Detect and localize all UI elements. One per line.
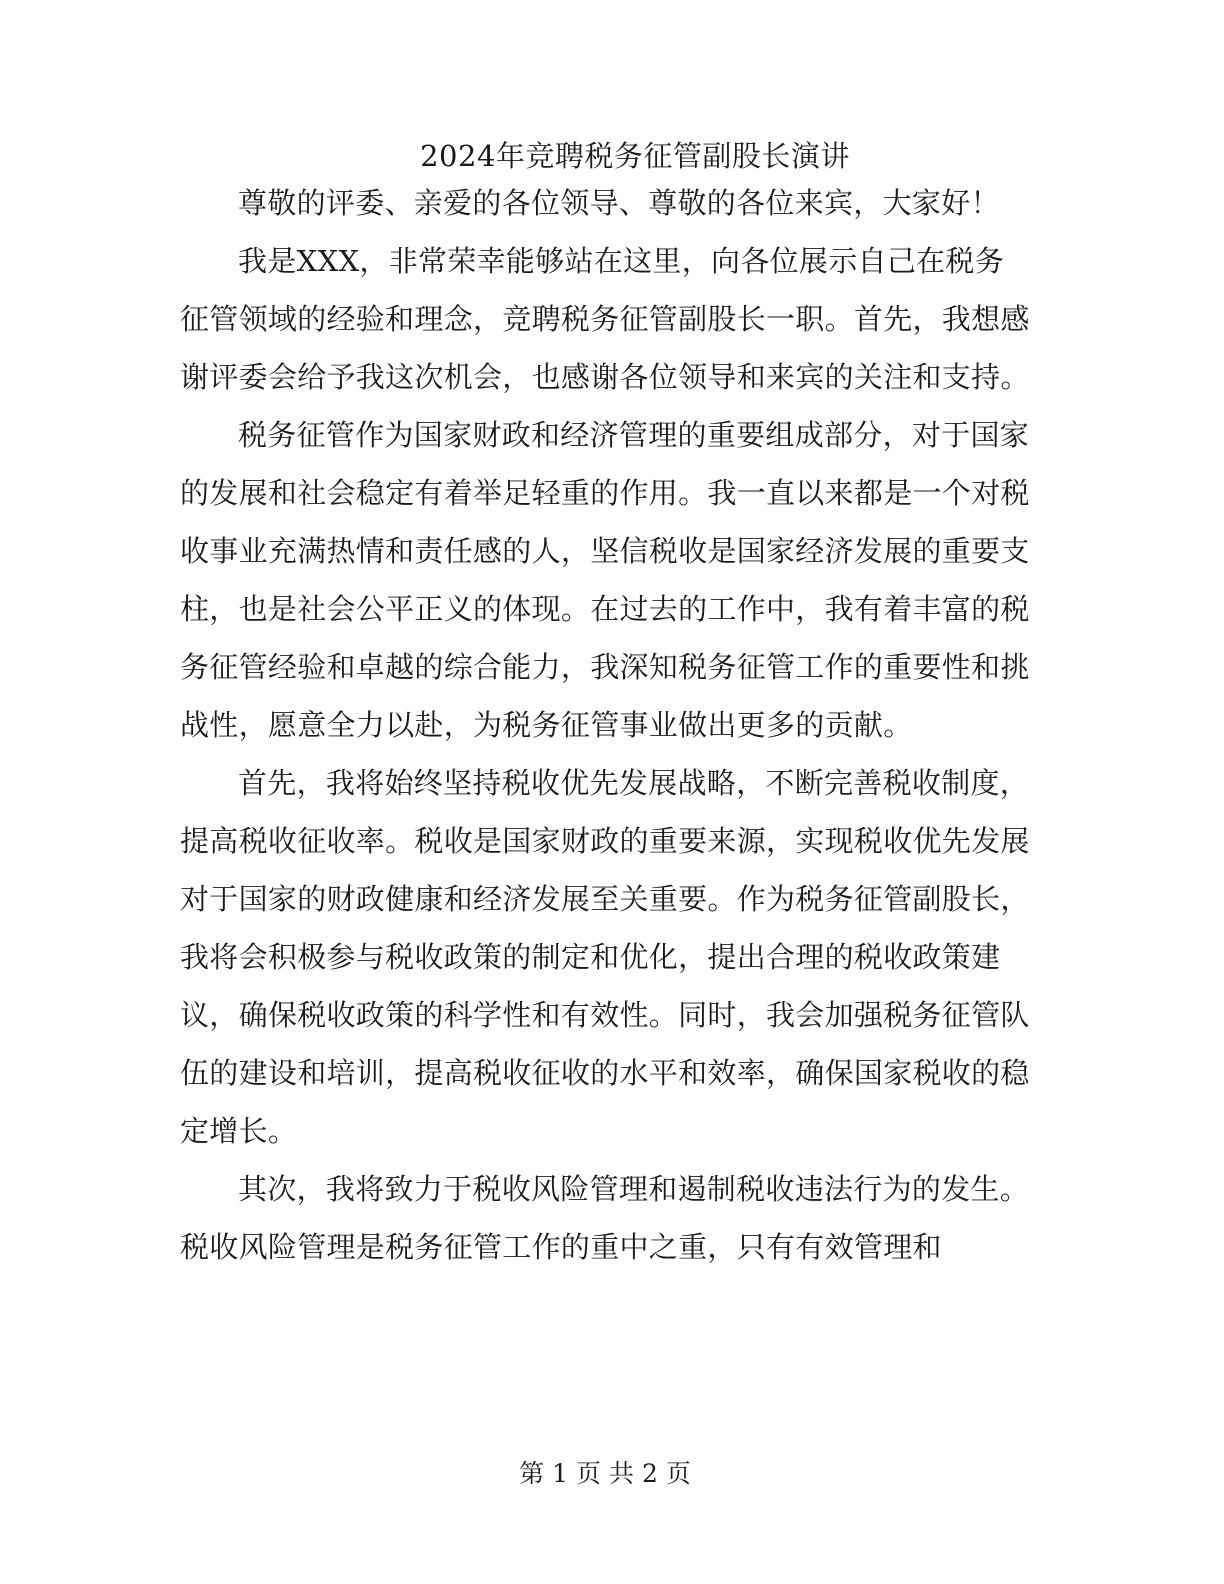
footer-total-prefix: 共 — [609, 1459, 635, 1488]
footer-total-unit: 页 — [665, 1459, 691, 1488]
page-number-footer — [0, 1458, 1210, 1490]
paragraph-first-point: 首先，我将始终坚持税收优先发展战略，不断完善税收制度，提高税收征收率。税收是国家财政的重要来源，实现税收优先发展对于国家的财政健康和经济发展至关重要。作为税务征管副股长，我将会积极参与税收政策的制定和优化，提出合理的税收政策建议，确保税收政策的科学性和有效性。同时，我会加强税务征管队伍的建设和培训，提高税收征收的水平和效率，确保国家税收的稳定增长。 — [180, 766, 1030, 1148]
footer-page-unit: 页 — [575, 1459, 601, 1488]
paragraph-background: 税务征管作为国家财政和经济管理的重要组成部分，对于国家的发展和社会稳定有着举足轻重的作用。我一直以来都是一个对税收事业充满热情和责任感的人，坚信税收是国家经济发展的重要支柱，也是社会公平正义的体现。在过去的工作中，我有着丰富的税务征管经验和卓越的综合能力，我深知税务征管工作的重要性和挑战性，愿意全力以赴，为税务征管事业做出更多的贡献。 — [180, 418, 1030, 742]
paragraph-introduction: 我是XXX，非常荣幸能够站在这里，向各位展示自己在税务征管领域的经验和理念，竞聘税务征管副股长一职。首先，我想感谢评委会给予我这次机会，也感谢各位领导和来宾的关注和支持。 — [180, 244, 1030, 394]
footer-total-pages: 2 — [642, 1459, 658, 1488]
document-title: 2024年竞聘税务征管副股长演讲 — [420, 139, 850, 173]
footer-current-page: 1 — [552, 1459, 568, 1488]
document-body — [180, 174, 1030, 1276]
paragraph-second-point: 其次，我将致力于税收风险管理和遏制税收违法行为的发生。税收风险管理是税务征管工作的重中之重，只有有效管理和 — [180, 1172, 1030, 1264]
footer-prefix: 第 — [519, 1459, 545, 1488]
paragraph-greeting: 尊敬的评委、亲爱的各位领导、尊敬的各位来宾，大家好！ — [238, 186, 1000, 220]
